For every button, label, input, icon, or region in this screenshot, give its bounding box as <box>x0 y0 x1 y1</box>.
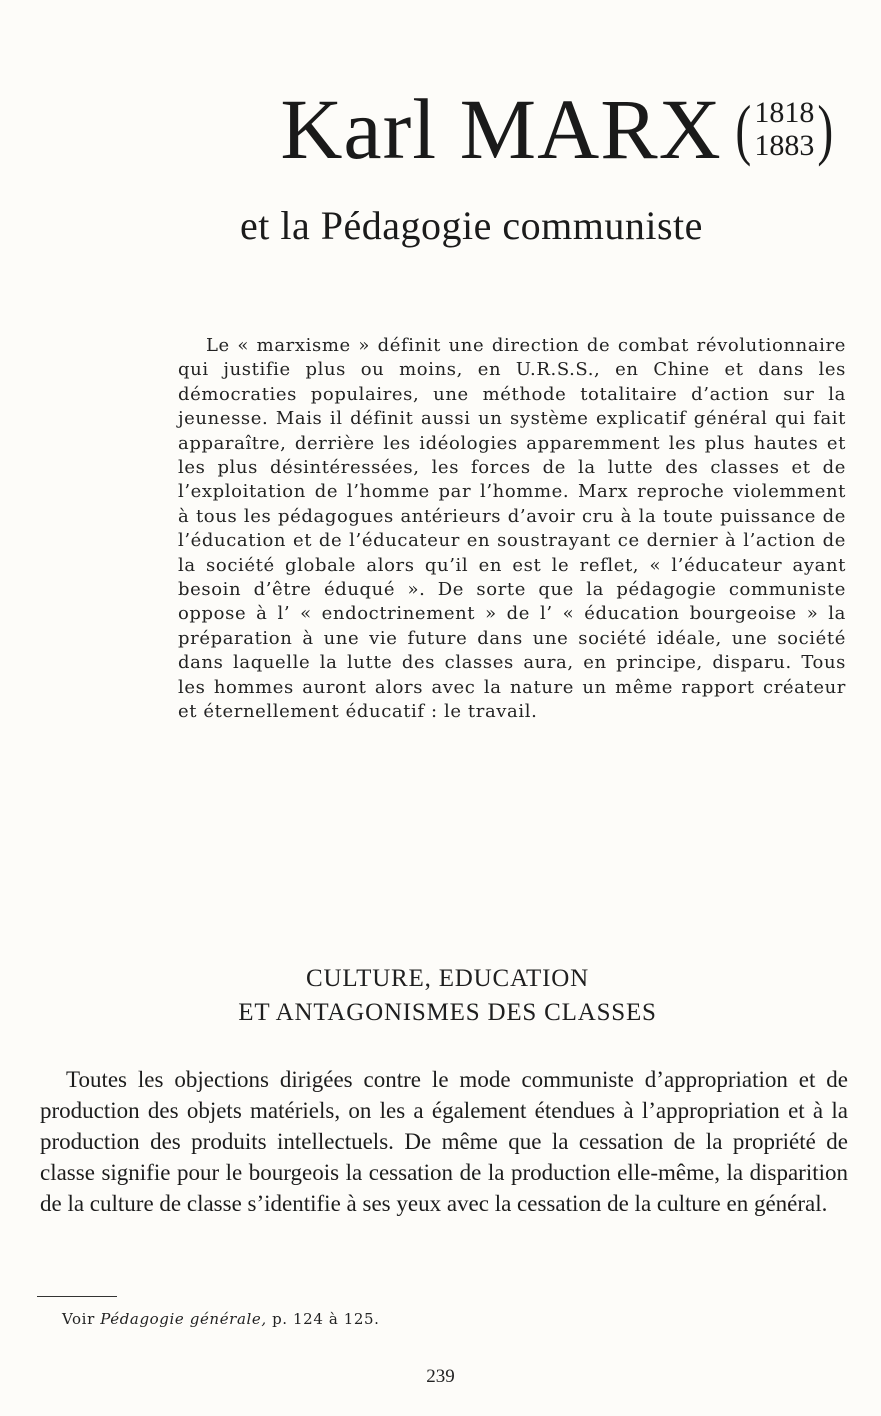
chapter-subtitle: et la Pédagogie communiste <box>240 203 703 248</box>
body-paragraph: Toutes les objections dirigées contre le mode communiste d’appropriation et de production des objets matériels, on les a également étendues à l’appropriation et à la production des produits intellectuels. De même que la cessation de la propriété de classe signifie pour le bourgeois la cessation de la production elle-même, la disparition de la culture de classe s’identifie à ses yeux avec la cessation de la culture en général. <box>40 1067 848 1216</box>
section-heading <box>0 962 881 1030</box>
birth-year: 1818 <box>754 96 815 129</box>
life-dates-years <box>754 96 814 162</box>
footnote-suffix: p. 124 à 125. <box>266 1310 380 1328</box>
chapter-title <box>280 81 837 177</box>
page-number: 239 <box>426 1366 455 1387</box>
footnote <box>62 1310 380 1328</box>
death-year: 1883 <box>754 129 815 162</box>
close-paren-glyph: ) <box>817 91 834 167</box>
footnote-reference: Pédagogie générale, <box>100 1310 267 1328</box>
chapter-title-name: Karl MARX <box>280 81 722 177</box>
life-dates <box>732 91 837 167</box>
section-heading-line-2: ET ANTAGONISMES DES CLASSES <box>238 999 657 1026</box>
section-heading-line-1: CULTURE, EDUCATION <box>306 965 589 992</box>
footnote-divider <box>37 1296 117 1297</box>
chapter-abstract: Le « marxisme » définit une direction de combat révolutionnaire qui justifie plus ou moins, en U.R.S.S., en Chine et dans les démocraties populaires, une méthode totalitaire d’action sur la jeunesse. Mais il définit aussi un système explicatif général qui fait apparaître, derrière les idéologies apparemment les plus hautes et les plus désintéressées, les forces de la lutte des classes et de l’exploitation de l’homme par l’homme. Marx reproche violemment à tous les pédagogues antérieurs d’avoir cru à la toute puissance de l’éducation et de l’éducateur en soustrayant ce dernier à l’action de la société globale alors qu’il en est le reflet, « l’éducateur ayant besoin d’être éduqué ». De sorte que la pédagogie communiste oppose à l’ « endoctrinement » de l’ « éducation bourgeoise » la préparation à une vie future dans une société idéale, une société dans laquelle la lutte des classes aura, en principe, disparu. Tous les hommes auront alors avec la nature un même rapport créateur et éternellement éducatif : le travail. <box>178 335 846 723</box>
open-paren-glyph: ( <box>735 91 751 167</box>
footnote-prefix: Voir <box>62 1310 101 1328</box>
